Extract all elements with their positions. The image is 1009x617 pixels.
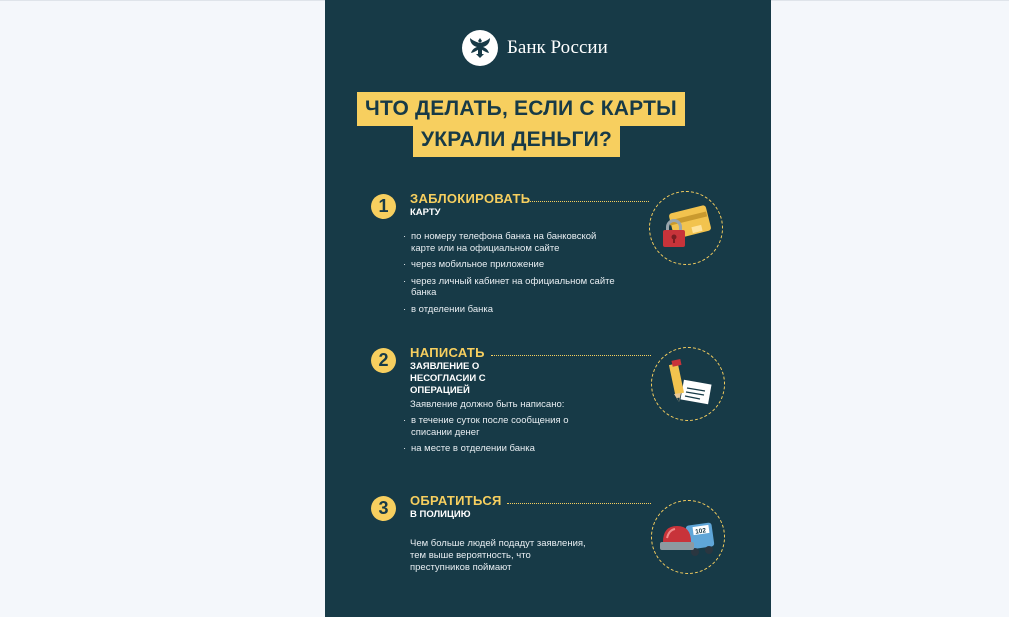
list-item: · через личный кабинет на официальном сайте банка [403, 276, 623, 299]
infographic-poster [325, 0, 771, 617]
step-subheading: В ПОЛИЦИЮ [410, 509, 471, 520]
step-1 [371, 191, 631, 324]
dotted-connector [491, 355, 651, 356]
list-item: · на месте в отделении банка [403, 443, 623, 455]
step-number: 3 [371, 496, 396, 521]
list-item: · через мобильное приложение [403, 259, 623, 271]
bullet-list [403, 415, 623, 460]
badge-102-label: 102 [694, 527, 707, 536]
police-siren-icon [651, 500, 725, 574]
step-heading: ОБРАТИТЬСЯ [410, 493, 502, 508]
brand-name: Банк России [507, 37, 608, 58]
title-line-2: УКРАЛИ ДЕНЬГИ? [413, 123, 620, 157]
bullet-list [403, 231, 623, 320]
step-heading: ЗАБЛОКИРОВАТЬ [410, 191, 531, 206]
step-text: Чем больше людей подадут заявления, тем выше вероятность, что преступников поймают [410, 538, 586, 573]
dotted-connector [507, 503, 651, 504]
brand-header [462, 28, 608, 68]
eagle-emblem-icon [462, 30, 498, 66]
step-subheading: ЗАЯВЛЕНИЕ О НЕСОГЛАСИИ С ОПЕРАЦИЕЙ [410, 361, 486, 396]
step-subheading: КАРТУ [410, 207, 441, 218]
step-number: 2 [371, 348, 396, 373]
step-intro: Заявление должно быть написано: [410, 399, 565, 410]
pencil-document-icon [651, 347, 725, 421]
step-number: 1 [371, 194, 396, 219]
title-line-1: ЧТО ДЕЛАТЬ, ЕСЛИ С КАРТЫ [357, 92, 685, 126]
list-item: · по номеру телефона банка на банковской карте или на официальном сайте [403, 231, 623, 254]
card-lock-icon [649, 191, 723, 265]
dotted-connector [527, 201, 649, 202]
list-item: · в отделении банка [403, 304, 623, 316]
step-3 [371, 493, 631, 586]
list-item: · в течение суток после сообщения о списании денег [403, 415, 591, 438]
step-2 [371, 345, 631, 468]
step-heading: НАПИСАТЬ [410, 345, 485, 360]
